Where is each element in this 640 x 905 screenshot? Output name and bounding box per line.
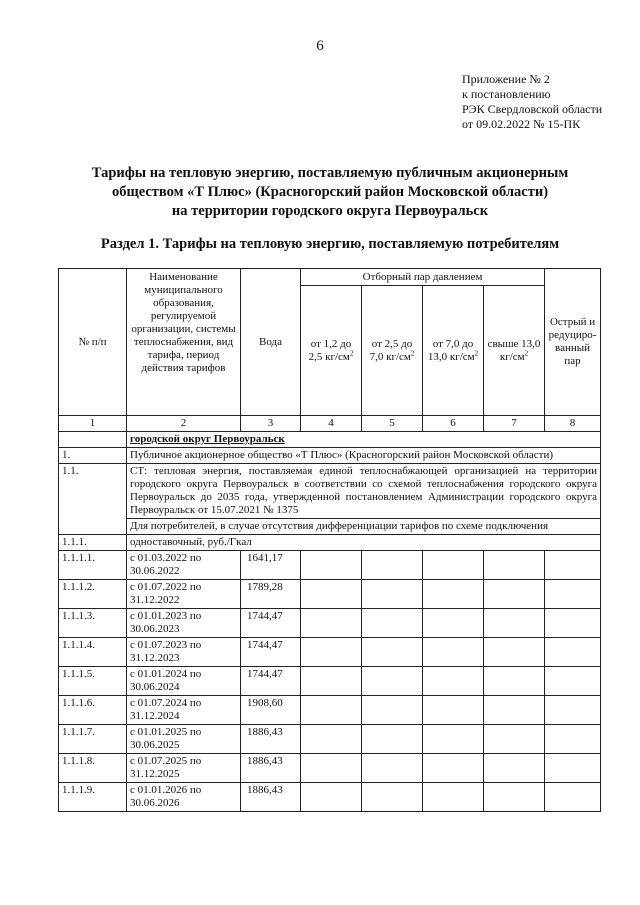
empty-cell <box>362 609 423 638</box>
empty-cell <box>484 696 545 725</box>
table-row <box>59 638 601 667</box>
empty-cell <box>423 696 484 725</box>
empty-cell <box>484 667 545 696</box>
consumers-row <box>59 519 601 535</box>
empty-cell <box>545 580 601 609</box>
empty-cell <box>362 580 423 609</box>
org-num: 1. <box>59 448 127 464</box>
row-water-value: 1908,60 <box>241 696 301 725</box>
header-pressure-4: свыше 13,0 $кг/см^2$ <box>484 286 545 416</box>
row-water-value: 1744,47 <box>241 667 301 696</box>
row-water-value: 1641,17 <box>241 551 301 580</box>
empty-cell <box>423 609 484 638</box>
empty-cell <box>423 754 484 783</box>
empty-cell <box>423 783 484 812</box>
empty-cell <box>423 638 484 667</box>
header-pressure-3: от 7,0 до 13,0 $кг/см^2$ <box>423 286 484 416</box>
row-period: с 01.07.2024 по 31.12.2024 <box>127 696 241 725</box>
row-water-value: 1886,43 <box>241 783 301 812</box>
column-number: 1 <box>59 416 127 432</box>
header-name: Наименование муниципального образования, регулируемой организации, системы теплоснабжения, вид тарифа, период действия тарифов <box>127 269 241 416</box>
empty-cell <box>362 725 423 754</box>
row-period: с 01.01.2026 по 30.06.2026 <box>127 783 241 812</box>
column-number: 6 <box>423 416 484 432</box>
organization-row <box>59 448 601 464</box>
empty-cell <box>484 638 545 667</box>
row-water-value: 1744,47 <box>241 638 301 667</box>
empty-cell <box>301 580 362 609</box>
empty-cell <box>301 551 362 580</box>
org-name: Публичное акционерное общество «Т Плюс» (Красногорский район Московской области) <box>127 448 601 464</box>
section-title: Раздел 1. Тарифы на тепловую энергию, поставляемую потребителям <box>100 236 560 252</box>
rate-name: одноставочный, руб./Гкал <box>127 535 601 551</box>
row-period: с 01.07.2022 по 31.12.2022 <box>127 580 241 609</box>
empty-cell <box>362 551 423 580</box>
empty-cell <box>362 754 423 783</box>
municipality-row <box>59 432 601 448</box>
row-period: с 01.03.2022 по 30.06.2022 <box>127 551 241 580</box>
row-num: 1.1.1.5. <box>59 667 127 696</box>
tariff-table <box>58 268 601 812</box>
empty-cell <box>362 783 423 812</box>
consumers-text: Для потребителей, в случае отсутствия дифференциации тарифов по схеме подключения <box>127 519 601 535</box>
st-text: СТ: тепловая энергия, поставляемая единой теплоснабжающей организацией на территории городского округа Первоуральск в соответствии со схемой теплоснабжения городского округа Первоуральск до 2035 года, утвержденной постановлением Администрации городского округа Первоуральск от 15.07.2021 № 1375 <box>127 464 601 519</box>
empty-cell <box>545 754 601 783</box>
title-line: Тарифы на тепловую энергию, поставляемую публичным акционерным <box>91 165 569 181</box>
empty-cell <box>301 754 362 783</box>
row-period: с 01.01.2023 по 30.06.2023 <box>127 609 241 638</box>
header-pressure-1: от 1,2 до 2,5 $кг/см^2$ <box>301 286 362 416</box>
empty-cell <box>484 609 545 638</box>
empty-cell <box>545 667 601 696</box>
row-num: 1.1.1.8. <box>59 754 127 783</box>
empty-cell <box>423 725 484 754</box>
empty-cell <box>484 783 545 812</box>
municipality-name: городской округ Первоуральск <box>127 432 601 448</box>
empty-cell <box>484 580 545 609</box>
empty-cell <box>423 551 484 580</box>
empty-cell <box>545 609 601 638</box>
empty-cell <box>59 432 127 448</box>
row-num: 1.1.1.6. <box>59 696 127 725</box>
table-row <box>59 754 601 783</box>
table-row <box>59 551 601 580</box>
empty-cell <box>301 609 362 638</box>
table-row <box>59 725 601 754</box>
empty-cell <box>484 754 545 783</box>
row-period: с 01.07.2023 по 31.12.2023 <box>127 638 241 667</box>
column-number: 8 <box>545 416 601 432</box>
empty-cell <box>362 696 423 725</box>
appendix-line: РЭК Свердловской области <box>462 102 603 116</box>
appendix-block <box>462 72 602 132</box>
document-title <box>40 164 620 221</box>
row-water-value: 1886,43 <box>241 725 301 754</box>
row-num: 1.1.1.7. <box>59 725 127 754</box>
table-row <box>59 667 601 696</box>
rate-row <box>59 535 601 551</box>
title-line: на территории городского округа Первоуральск <box>171 203 489 219</box>
row-num: 1.1.1.3. <box>59 609 127 638</box>
empty-cell <box>423 667 484 696</box>
row-period: с 01.01.2024 по 30.06.2024 <box>127 667 241 696</box>
row-num: 1.1.1.1. <box>59 551 127 580</box>
table-row <box>59 783 601 812</box>
appendix-line: к постановлению <box>462 87 551 101</box>
empty-cell <box>301 783 362 812</box>
header-steam-group: Отборный пар давлением <box>301 269 545 286</box>
column-number: 2 <box>127 416 241 432</box>
row-num: 1.1.1.4. <box>59 638 127 667</box>
empty-cell <box>545 783 601 812</box>
header-pressure-2: от 2,5 до 7,0 $кг/см^2$ <box>362 286 423 416</box>
empty-cell <box>301 667 362 696</box>
st-row <box>59 464 601 519</box>
empty-cell <box>423 580 484 609</box>
column-number: 4 <box>301 416 362 432</box>
empty-cell <box>362 667 423 696</box>
empty-cell <box>484 725 545 754</box>
row-water-value: 1744,47 <box>241 609 301 638</box>
empty-cell <box>301 696 362 725</box>
empty-cell <box>301 638 362 667</box>
appendix-line: Приложение № 2 <box>462 72 550 86</box>
empty-cell <box>545 725 601 754</box>
row-period: с 01.07.2025 по 31.12.2025 <box>127 754 241 783</box>
page-number: 6 <box>316 38 324 54</box>
empty-cell <box>362 638 423 667</box>
appendix-line: от 09.02.2022 № 15-ПК <box>462 117 581 131</box>
column-number: 5 <box>362 416 423 432</box>
title-line: обществом «Т Плюс» (Красногорский район Московской области) <box>111 184 549 200</box>
row-period: с 01.01.2025 по 30.06.2025 <box>127 725 241 754</box>
column-number: 7 <box>484 416 545 432</box>
st-num: 1.1. <box>59 464 127 535</box>
row-num: 1.1.1.9. <box>59 783 127 812</box>
table-row <box>59 580 601 609</box>
header-water: Вода <box>241 269 301 416</box>
header-sharp-steam: Острый и редуциро-ванный пар <box>545 269 601 416</box>
row-water-value: 1789,28 <box>241 580 301 609</box>
rate-num: 1.1.1. <box>59 535 127 551</box>
column-number-row <box>59 416 601 432</box>
table-row <box>59 609 601 638</box>
empty-cell <box>484 551 545 580</box>
column-number: 3 <box>241 416 301 432</box>
header-num: № п/п <box>59 269 127 416</box>
empty-cell <box>545 638 601 667</box>
empty-cell <box>545 551 601 580</box>
row-water-value: 1886,43 <box>241 754 301 783</box>
table-row <box>59 696 601 725</box>
empty-cell <box>301 725 362 754</box>
empty-cell <box>545 696 601 725</box>
row-num: 1.1.1.2. <box>59 580 127 609</box>
